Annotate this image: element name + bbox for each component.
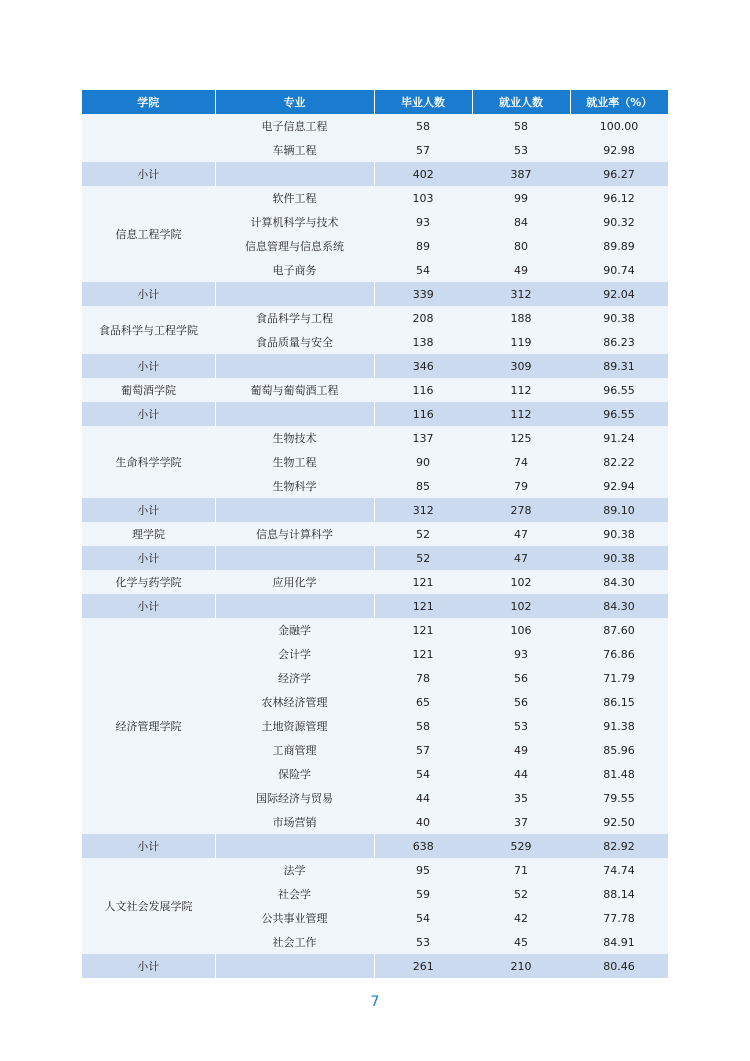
graduates-cell: 85	[374, 474, 472, 498]
major-cell: 社会工作	[215, 930, 374, 954]
rate-cell: 90.32	[570, 210, 668, 234]
subtotal-major-empty	[215, 402, 374, 426]
graduates-cell: 54	[374, 762, 472, 786]
subtotal-label: 小计	[82, 546, 215, 570]
major-cell: 信息与计算科学	[215, 522, 374, 546]
rate-cell: 86.23	[570, 330, 668, 354]
major-cell: 农林经济管理	[215, 690, 374, 714]
subtotal-row	[82, 354, 668, 378]
rate-cell: 90.74	[570, 258, 668, 282]
subtotal-row	[82, 834, 668, 858]
header-rate: 就业率（%）	[570, 90, 668, 114]
subtotal-label: 小计	[82, 834, 215, 858]
major-cell: 生物工程	[215, 450, 374, 474]
rate-cell: 84.30	[570, 570, 668, 594]
employed-cell: 37	[472, 810, 570, 834]
major-cell: 工商管理	[215, 738, 374, 762]
header-employed: 就业人数	[472, 90, 570, 114]
subtotal-graduates: 402	[374, 162, 472, 186]
graduates-cell: 54	[374, 906, 472, 930]
subtotal-employed: 278	[472, 498, 570, 522]
subtotal-major-empty	[215, 282, 374, 306]
employed-cell: 35	[472, 786, 570, 810]
rate-cell: 96.12	[570, 186, 668, 210]
subtotal-label: 小计	[82, 594, 215, 618]
employed-cell: 49	[472, 258, 570, 282]
employment-table	[82, 90, 668, 978]
employed-cell: 112	[472, 378, 570, 402]
subtotal-row	[82, 954, 668, 978]
subtotal-employed: 312	[472, 282, 570, 306]
rate-cell: 79.55	[570, 786, 668, 810]
major-cell: 软件工程	[215, 186, 374, 210]
rate-cell: 74.74	[570, 858, 668, 882]
subtotal-employed: 529	[472, 834, 570, 858]
graduates-cell: 58	[374, 714, 472, 738]
subtotal-employed: 102	[472, 594, 570, 618]
major-cell: 车辆工程	[215, 138, 374, 162]
major-cell: 葡萄与葡萄酒工程	[215, 378, 374, 402]
college-cell: 理学院	[82, 522, 215, 546]
graduates-cell: 121	[374, 570, 472, 594]
subtotal-label: 小计	[82, 498, 215, 522]
subtotal-label: 小计	[82, 282, 215, 306]
subtotal-graduates: 339	[374, 282, 472, 306]
major-cell: 电子商务	[215, 258, 374, 282]
page-number: 7	[370, 994, 380, 1010]
employed-cell: 56	[472, 666, 570, 690]
table-row	[82, 618, 668, 642]
college-cell: 人文社会发展学院	[82, 858, 215, 954]
table-body	[82, 114, 668, 978]
rate-cell: 96.55	[570, 378, 668, 402]
major-cell: 土地资源管理	[215, 714, 374, 738]
major-cell: 电子信息工程	[215, 114, 374, 138]
subtotal-major-empty	[215, 162, 374, 186]
subtotal-rate: 84.30	[570, 594, 668, 618]
major-cell: 会计学	[215, 642, 374, 666]
major-cell: 社会学	[215, 882, 374, 906]
subtotal-graduates: 116	[374, 402, 472, 426]
subtotal-major-empty	[215, 834, 374, 858]
rate-cell: 76.86	[570, 642, 668, 666]
subtotal-rate: 80.46	[570, 954, 668, 978]
graduates-cell: 78	[374, 666, 472, 690]
graduates-cell: 93	[374, 210, 472, 234]
major-cell: 国际经济与贸易	[215, 786, 374, 810]
rate-cell: 84.91	[570, 930, 668, 954]
major-cell: 法学	[215, 858, 374, 882]
major-cell: 公共事业管理	[215, 906, 374, 930]
graduates-cell: 52	[374, 522, 472, 546]
subtotal-major-empty	[215, 498, 374, 522]
header-graduates: 毕业人数	[374, 90, 472, 114]
subtotal-graduates: 638	[374, 834, 472, 858]
employed-cell: 106	[472, 618, 570, 642]
subtotal-employed: 47	[472, 546, 570, 570]
college-cell: 葡萄酒学院	[82, 378, 215, 402]
subtotal-graduates: 312	[374, 498, 472, 522]
subtotal-graduates: 52	[374, 546, 472, 570]
graduates-cell: 121	[374, 642, 472, 666]
employed-cell: 47	[472, 522, 570, 546]
subtotal-rate: 92.04	[570, 282, 668, 306]
major-cell: 信息管理与信息系统	[215, 234, 374, 258]
subtotal-row	[82, 162, 668, 186]
major-cell: 生物科学	[215, 474, 374, 498]
subtotal-row	[82, 282, 668, 306]
employed-cell: 84	[472, 210, 570, 234]
major-cell: 生物技术	[215, 426, 374, 450]
employed-cell: 53	[472, 138, 570, 162]
rate-cell: 87.60	[570, 618, 668, 642]
subtotal-rate: 90.38	[570, 546, 668, 570]
rate-cell: 90.38	[570, 306, 668, 330]
employed-cell: 53	[472, 714, 570, 738]
subtotal-major-empty	[215, 594, 374, 618]
subtotal-major-empty	[215, 354, 374, 378]
rate-cell: 92.94	[570, 474, 668, 498]
subtotal-row	[82, 498, 668, 522]
subtotal-label: 小计	[82, 402, 215, 426]
table-row	[82, 426, 668, 450]
subtotal-label: 小计	[82, 354, 215, 378]
rate-cell: 82.22	[570, 450, 668, 474]
employed-cell: 49	[472, 738, 570, 762]
graduates-cell: 95	[374, 858, 472, 882]
employed-cell: 125	[472, 426, 570, 450]
subtotal-graduates: 121	[374, 594, 472, 618]
major-cell: 金融学	[215, 618, 374, 642]
rate-cell: 86.15	[570, 690, 668, 714]
graduates-cell: 208	[374, 306, 472, 330]
employed-cell: 45	[472, 930, 570, 954]
rate-cell: 89.89	[570, 234, 668, 258]
employed-cell: 42	[472, 906, 570, 930]
graduates-cell: 58	[374, 114, 472, 138]
graduates-cell: 89	[374, 234, 472, 258]
subtotal-row	[82, 546, 668, 570]
subtotal-major-empty	[215, 546, 374, 570]
rate-cell: 88.14	[570, 882, 668, 906]
graduates-cell: 138	[374, 330, 472, 354]
table-row	[82, 114, 668, 138]
employed-cell: 188	[472, 306, 570, 330]
graduates-cell: 103	[374, 186, 472, 210]
header-college: 学院	[82, 90, 215, 114]
subtotal-graduates: 261	[374, 954, 472, 978]
graduates-cell: 121	[374, 618, 472, 642]
subtotal-graduates: 346	[374, 354, 472, 378]
major-cell: 食品科学与工程	[215, 306, 374, 330]
graduates-cell: 53	[374, 930, 472, 954]
subtotal-rate: 89.10	[570, 498, 668, 522]
subtotal-employed: 112	[472, 402, 570, 426]
rate-cell: 92.50	[570, 810, 668, 834]
employed-cell: 58	[472, 114, 570, 138]
major-cell: 市场营销	[215, 810, 374, 834]
employed-cell: 93	[472, 642, 570, 666]
table-header-row	[82, 90, 668, 114]
graduates-cell: 57	[374, 138, 472, 162]
rate-cell: 77.78	[570, 906, 668, 930]
subtotal-employed: 309	[472, 354, 570, 378]
employed-cell: 56	[472, 690, 570, 714]
graduates-cell: 40	[374, 810, 472, 834]
graduates-cell: 57	[374, 738, 472, 762]
college-cell: 生命科学学院	[82, 426, 215, 498]
employed-cell: 44	[472, 762, 570, 786]
college-cell: 经济管理学院	[82, 618, 215, 834]
college-cell: 信息工程学院	[82, 186, 215, 282]
college-cell: 食品科学与工程学院	[82, 306, 215, 354]
subtotal-label: 小计	[82, 162, 215, 186]
rate-cell: 85.96	[570, 738, 668, 762]
major-cell: 保险学	[215, 762, 374, 786]
employed-cell: 74	[472, 450, 570, 474]
rate-cell: 91.24	[570, 426, 668, 450]
subtotal-row	[82, 594, 668, 618]
rate-cell: 91.38	[570, 714, 668, 738]
subtotal-rate: 89.31	[570, 354, 668, 378]
table-row	[82, 522, 668, 546]
graduates-cell: 59	[374, 882, 472, 906]
header-major: 专业	[215, 90, 374, 114]
rate-cell: 100.00	[570, 114, 668, 138]
employed-cell: 79	[472, 474, 570, 498]
graduates-cell: 65	[374, 690, 472, 714]
subtotal-rate: 96.27	[570, 162, 668, 186]
table-row	[82, 378, 668, 402]
employed-cell: 80	[472, 234, 570, 258]
employed-cell: 52	[472, 882, 570, 906]
table-row	[82, 306, 668, 330]
employed-cell: 99	[472, 186, 570, 210]
subtotal-major-empty	[215, 954, 374, 978]
rate-cell: 90.38	[570, 522, 668, 546]
table-row	[82, 186, 668, 210]
table-row	[82, 858, 668, 882]
major-cell: 应用化学	[215, 570, 374, 594]
rate-cell: 81.48	[570, 762, 668, 786]
college-cell: 化学与药学院	[82, 570, 215, 594]
employed-cell: 119	[472, 330, 570, 354]
subtotal-rate: 82.92	[570, 834, 668, 858]
subtotal-label: 小计	[82, 954, 215, 978]
graduates-cell: 137	[374, 426, 472, 450]
graduates-cell: 44	[374, 786, 472, 810]
subtotal-row	[82, 402, 668, 426]
subtotal-employed: 387	[472, 162, 570, 186]
major-cell: 经济学	[215, 666, 374, 690]
major-cell: 食品质量与安全	[215, 330, 374, 354]
college-cell	[82, 114, 215, 162]
graduates-cell: 116	[374, 378, 472, 402]
employed-cell: 71	[472, 858, 570, 882]
subtotal-rate: 96.55	[570, 402, 668, 426]
subtotal-employed: 210	[472, 954, 570, 978]
table-row	[82, 570, 668, 594]
rate-cell: 71.79	[570, 666, 668, 690]
graduates-cell: 90	[374, 450, 472, 474]
rate-cell: 92.98	[570, 138, 668, 162]
graduates-cell: 54	[374, 258, 472, 282]
major-cell: 计算机科学与技术	[215, 210, 374, 234]
employed-cell: 102	[472, 570, 570, 594]
